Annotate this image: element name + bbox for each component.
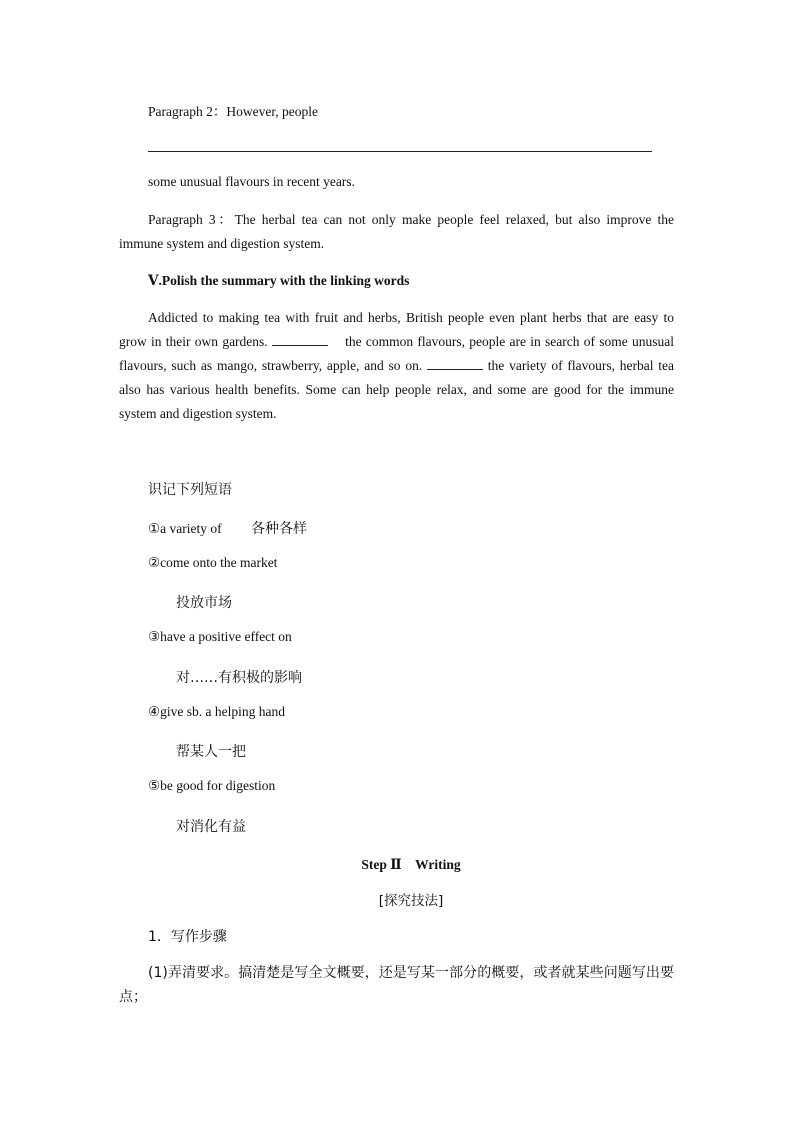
phrase-item-1 [148, 518, 307, 538]
section5-text [119, 306, 674, 426]
step2-point1: 1．写作步骤 [148, 929, 227, 945]
answer-line[interactable] [148, 151, 652, 152]
paragraph2-lead: Paragraph 2：However, people [148, 104, 319, 119]
section5-text-part1: Addicted to making tea with fruit and herbs, British people even plant herbs that are easy to grow in their own gardens. [119, 310, 674, 349]
paragraph3: Paragraph 3：The herbal tea can not only make people feel relaxed, but also improve the immune system and digestion system. [119, 212, 674, 251]
phrase-item-4-en: ④give sb. a helping hand [148, 704, 285, 719]
fill-blank-2[interactable] [427, 357, 483, 370]
paragraph2-tail: some unusual flavours in recent years. [148, 174, 355, 189]
phrase-item-2-zh: 投放市场 [176, 595, 232, 611]
phrase-item-5-zh: 对消化有益 [176, 819, 246, 835]
step2-subtitle: [探究技法] [378, 893, 444, 909]
phrase-zh: 各种各样 [250, 521, 307, 537]
phrase-item-5-en: ⑤be good for digestion [148, 778, 276, 793]
phrase-item-4-zh: 帮某人一把 [176, 744, 246, 760]
phrase-item-2-en: ②come onto the market [148, 555, 278, 570]
section5-text-part3: the variety of flavours, herbal tea also has various health benefits. Some can help people relax, and some are good for the immune system and digestion system. [119, 358, 675, 421]
section5-heading: Ⅴ.Polish the summary with the linking words [148, 273, 410, 288]
step2-point1-text: (1)弄清要求。搞清楚是写全文概要，还是写某一部分的概要，或者就某些问题写出要点； [119, 965, 674, 1005]
fill-blank-1[interactable] [272, 333, 328, 346]
phrase-item-3-zh: 对……有积极的影响 [176, 670, 302, 686]
phrase-item-3-en: ③have a positive effect on [148, 629, 292, 644]
step2-title: Step Ⅱ Writing [361, 857, 461, 872]
phrase-en: ①a variety of [148, 521, 222, 536]
section5-text-part2: the common flavours, people are in search of some unusual flavours, such as mango, strawberry, apple, and so on. [119, 334, 675, 373]
phrases-heading: 识记下列短语 [148, 482, 232, 498]
